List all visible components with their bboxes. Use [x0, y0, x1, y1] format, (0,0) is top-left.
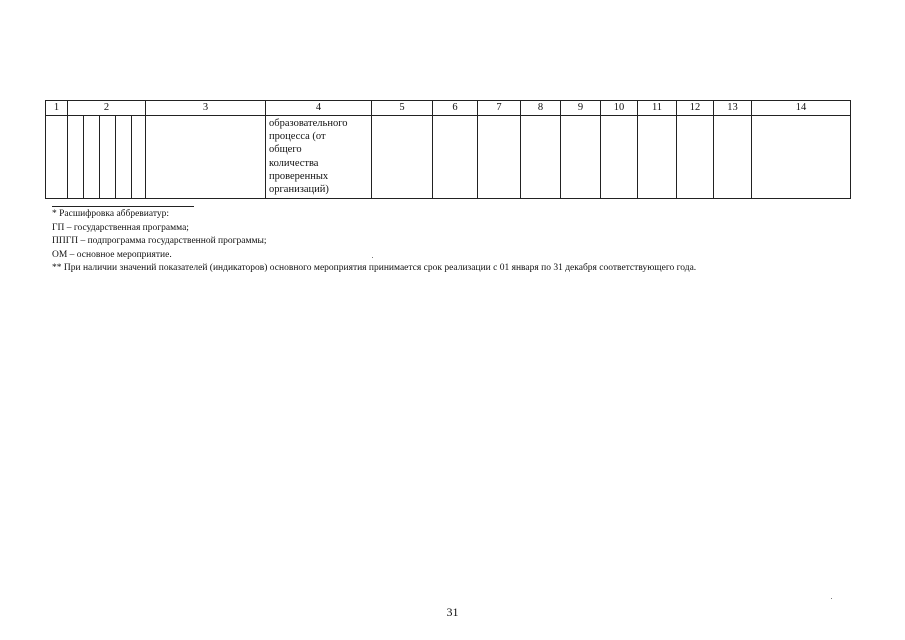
column-number-row	[46, 101, 851, 116]
code-subcolumn	[132, 116, 145, 198]
column-number-cell: 10	[601, 101, 638, 116]
scan-speck	[831, 598, 832, 599]
footnote-line: ОМ – основное мероприятие.	[52, 249, 172, 260]
indicator-text-line: проверенных	[269, 170, 329, 182]
footnote-line: ** При наличии значений показателей (индикаторов) основного мероприятия принимается срок реализации с 01 января по 31 декабря соответствующего года.	[52, 263, 697, 273]
column-number-cell: 8	[521, 101, 561, 116]
footnotes	[52, 206, 872, 276]
code-subcolumn	[116, 116, 132, 198]
indicator-text-line: количества	[269, 157, 319, 169]
table-row	[46, 116, 851, 199]
table-cell	[146, 116, 266, 199]
indicator-name-cell	[266, 116, 372, 199]
table-cell	[601, 116, 638, 199]
indicators-table	[45, 100, 851, 199]
column-number-cell: 11	[638, 101, 677, 116]
scan-speck	[372, 257, 373, 258]
column-number-cell: 4	[266, 101, 372, 116]
table-cell	[714, 116, 752, 199]
code-subcolumn	[68, 116, 84, 198]
column-number-cell: 9	[561, 101, 601, 116]
indicator-text-line: общего	[269, 144, 302, 156]
code-subcolumn	[84, 116, 100, 198]
table-cell	[372, 116, 433, 199]
table-cell	[433, 116, 478, 199]
code-subcolumn	[100, 116, 116, 198]
column-number-cell: 7	[478, 101, 521, 116]
table-cell	[561, 116, 601, 199]
table-cell	[677, 116, 714, 199]
indicator-name-text	[266, 116, 371, 196]
column-number-cell: 14	[752, 101, 851, 116]
column-number-cell: 3	[146, 101, 266, 116]
table-cell	[46, 116, 68, 199]
column-number-cell: 1	[46, 101, 68, 116]
code-subcolumns-cell	[68, 116, 146, 199]
indicator-text-line: процесса (от	[269, 131, 326, 143]
column-number-cell: 2	[68, 101, 146, 116]
code-subcolumns	[68, 116, 145, 198]
column-number-cell: 5	[372, 101, 433, 116]
table-cell	[752, 116, 851, 199]
column-number-cell: 6	[433, 101, 478, 116]
footnote-separator	[52, 206, 194, 207]
footnote-line: ГП – государственная программа;	[52, 222, 189, 233]
table-cell	[638, 116, 677, 199]
page-number: 31	[446, 605, 459, 619]
column-number-cell: 12	[677, 101, 714, 116]
table-cell	[521, 116, 561, 199]
indicator-text-line: образовательного	[269, 118, 348, 129]
table-cell	[478, 116, 521, 199]
footnote-line: ППГП – подпрограмма государственной программы;	[52, 236, 267, 246]
indicator-text-line: организаций)	[269, 184, 329, 196]
column-number-cell: 13	[714, 101, 752, 116]
footnote-line: * Расшифровка аббревиатур:	[52, 209, 170, 219]
